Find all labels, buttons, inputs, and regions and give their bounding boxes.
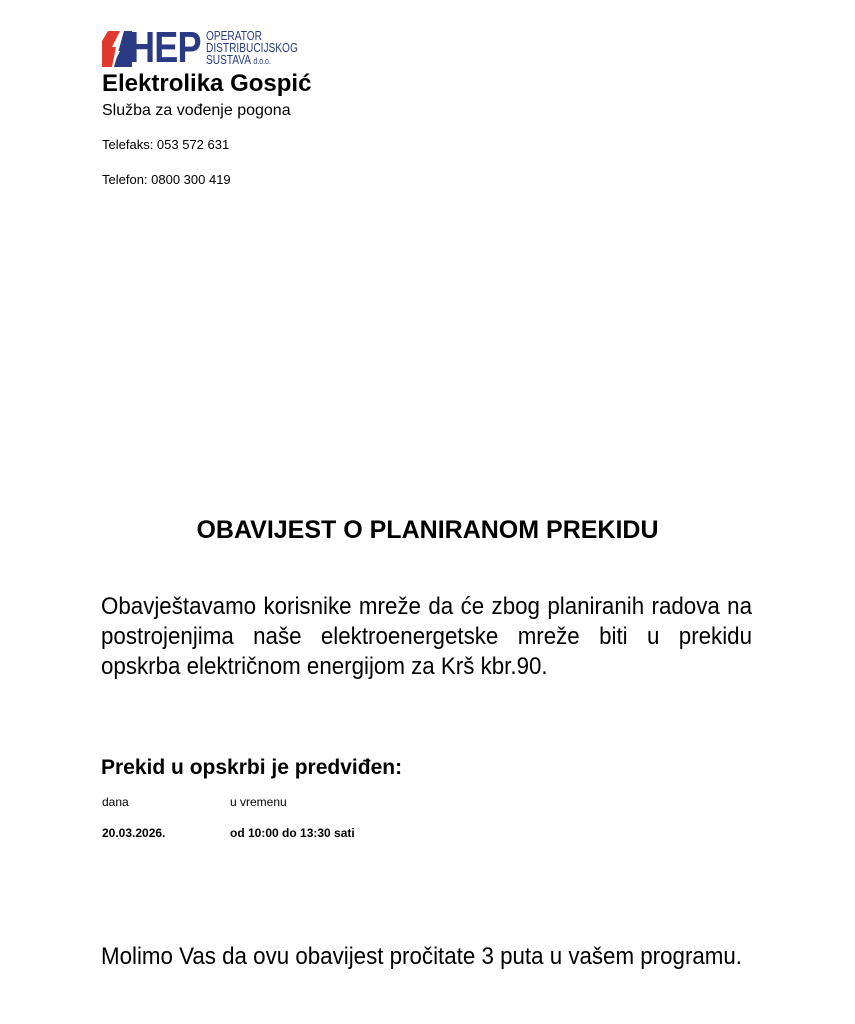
department-name: Služba za vođenje pogona <box>102 102 291 119</box>
schedule-heading: Prekid u opskrbi je predviđen: <box>101 756 403 779</box>
outage-date: 20.03.2026. <box>102 826 166 840</box>
logo-subtitle-line: SUSTAVA d.o.o. <box>206 52 271 67</box>
organization-name: Elektrolika Gospić <box>102 70 312 97</box>
hep-logo <box>102 23 312 72</box>
logo-brand: HEP <box>129 23 201 72</box>
date-label: dana <box>102 795 129 809</box>
outage-time: od 10:00 do 13:30 sati <box>230 826 355 840</box>
logo-subtitle <box>206 30 298 67</box>
logo-suffix: d.o.o. <box>253 56 271 66</box>
lightning-bolt-icon <box>102 31 132 67</box>
notice-body: Obavještavamo korisnike mreže da će zbog planiranih radova na postrojenjima naše elektroenergetske mreže biti u prekidu opskrba električnom energijom za Krš kbr.90. <box>101 593 752 680</box>
closing-text: Molimo Vas da ovu obavijest pročitate 3 puta u vašem programu. <box>101 943 743 970</box>
notice-title: OBAVIJEST O PLANIRANOM PREKIDU <box>196 516 659 544</box>
logo-subtitle-line: OPERATOR <box>206 28 262 43</box>
logo-subtitle-line: DISTRIBUCIJSKOG <box>206 40 298 55</box>
time-label: u vremenu <box>230 795 287 809</box>
phone-number: Telefon: 0800 300 419 <box>102 172 231 187</box>
fax-number: Telefaks: 053 572 631 <box>102 137 230 152</box>
